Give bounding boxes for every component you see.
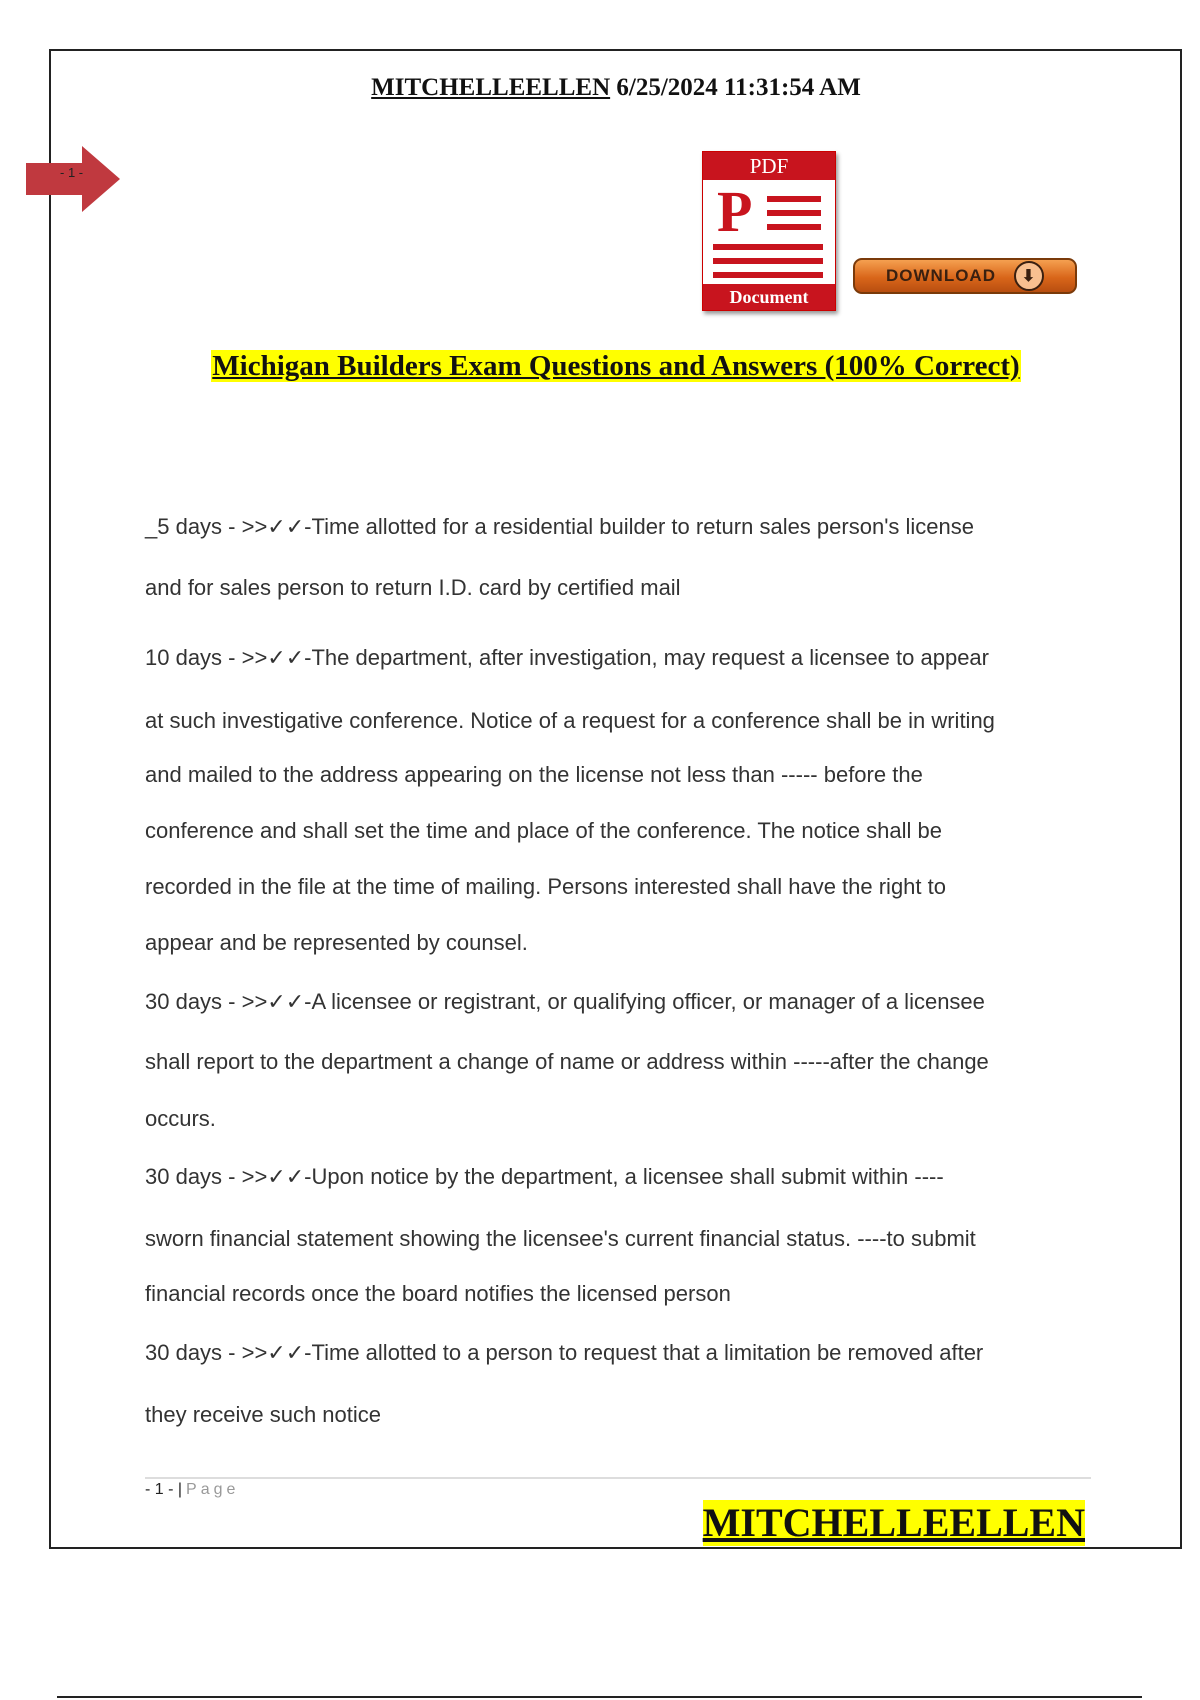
body-line: 30 days - >>✓✓-Upon notice by the department, a licensee shall submit within ---- <box>145 1164 944 1189</box>
page-number: - 1 - | <box>145 1481 183 1498</box>
body-line: they receive such notice <box>145 1402 382 1427</box>
body-line: _5 days - >>✓✓-Time allotted for a residential builder to return sales person's license <box>145 514 974 539</box>
body-line: 30 days - >>✓✓-Time allotted to a person to request that a limitation be removed after <box>145 1340 984 1365</box>
body-line: 10 days - >>✓✓-The department, after investigation, may request a licensee to appear <box>145 645 989 670</box>
pdf-document-icon <box>702 151 836 311</box>
download-arrow-icon: ⬇ <box>1014 261 1044 291</box>
body-line: 30 days - >>✓✓-A licensee or registrant, or qualifying officer, or manager of a licensee <box>145 989 985 1014</box>
pdf-icon-caption: Document <box>703 284 835 310</box>
header-timestamp: 6/25/2024 11:31:54 AM <box>610 74 861 101</box>
body-line: sworn financial statement showing the licensee's current financial status. ----to submit <box>145 1226 976 1251</box>
pdf-icon-letter: P <box>717 179 753 244</box>
body-line: occurs. <box>145 1106 216 1131</box>
header-user: MITCHELLEELLEN <box>371 74 611 101</box>
bottom-rule <box>57 1696 1142 1698</box>
page-marker: - 1 - <box>60 165 84 180</box>
body-line: recorded in the file at the time of mailing. Persons interested shall have the right to <box>145 874 946 899</box>
body-line: at such investigative conference. Notice of a request for a conference shall be in writing <box>145 708 995 733</box>
body-line: and mailed to the address appearing on the license not less than ----- before the <box>145 762 923 787</box>
pdf-icon-label: PDF <box>703 152 835 180</box>
document-header <box>0 74 1200 102</box>
body-line: and for sales person to return I.D. card by certified mail <box>145 575 681 600</box>
footer-brand: MITCHELLEELLEN <box>702 1500 1085 1545</box>
download-label: DOWNLOAD <box>886 266 996 285</box>
body-line: conference and shall set the time and place of the conference. The notice shall be <box>145 818 942 843</box>
download-button[interactable] <box>853 258 1077 294</box>
body-line: financial records once the board notifies the licensed person <box>145 1281 731 1306</box>
footer-divider <box>145 1477 1091 1479</box>
document-title-wrap <box>0 350 1200 383</box>
footer-page-number <box>145 1481 239 1499</box>
document-title: Michigan Builders Exam Questions and Answers (100% Correct) <box>212 350 1020 382</box>
body-line: appear and be represented by counsel. <box>145 930 528 955</box>
body-line: shall report to the department a change of name or address within -----after the change <box>145 1049 989 1074</box>
page-label: Page <box>186 1481 240 1498</box>
